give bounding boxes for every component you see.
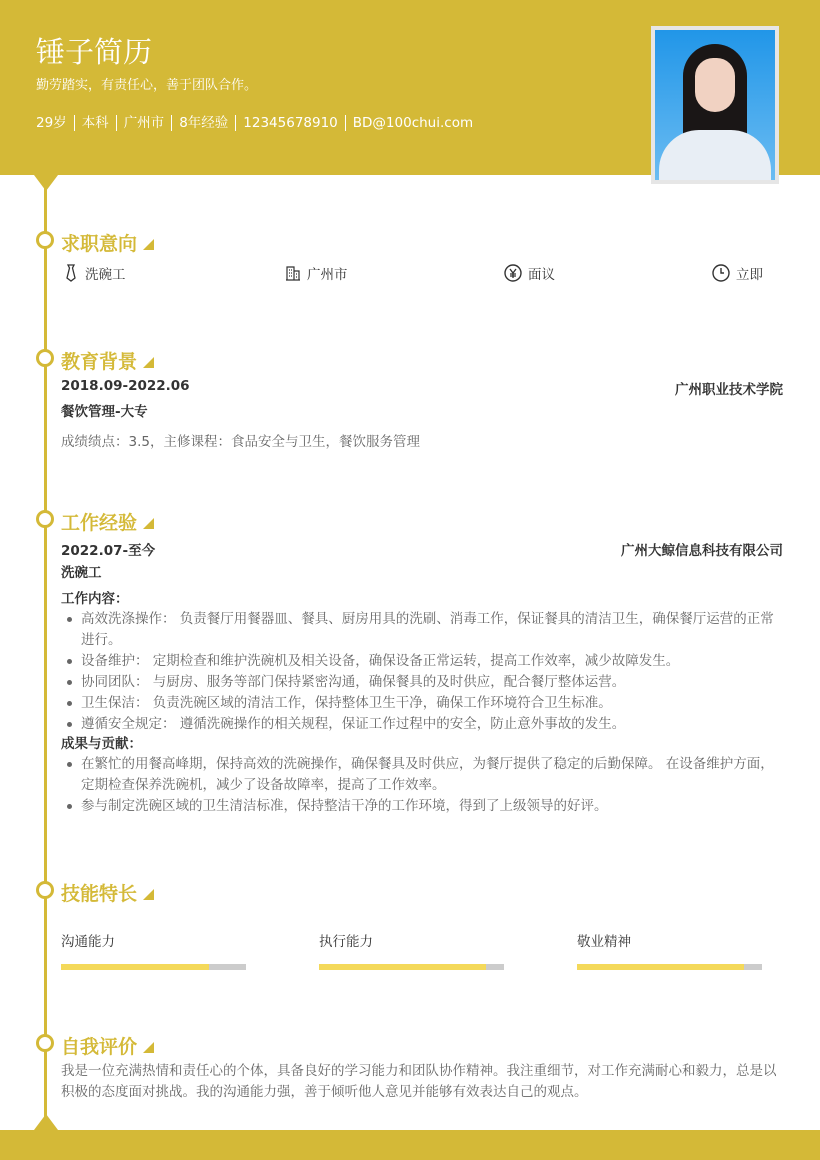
timeline-dot [36, 349, 54, 367]
building-icon [285, 265, 301, 281]
resume-name: 锤子简历 [36, 35, 153, 69]
skill-bar-fill [577, 964, 744, 970]
skill-item: 沟通能力 [61, 930, 246, 970]
list-item: 卫生保洁： 负责洗碗区域的清洁工作，保持整体卫生干净，确保工作环境符合卫生标准。 [61, 693, 783, 714]
profile-photo [651, 26, 779, 184]
list-item: 设备维护： 定期检查和维护洗碗机及相关设备，确保设备正常运转，提高工作效率，减少故障发生。 [61, 651, 783, 672]
work-content-list [61, 609, 783, 735]
skill-item: 执行能力 [319, 930, 504, 970]
intent-availability: 立即 [712, 263, 763, 283]
list-item: 参与制定洗碗区域的卫生清洁标准，保持整洁干净的工作环境，得到了上级领导的好评。 [61, 796, 783, 817]
info-city: 广州市 [116, 115, 172, 131]
skill-bar [319, 964, 504, 970]
work-company: 广州大鲸信息科技有限公司 [621, 543, 783, 559]
section-title-self: 自我评价 [61, 1032, 154, 1059]
intent-position: 洗碗工 [63, 263, 126, 283]
section-title-work: 工作经验 [61, 508, 154, 535]
intent-city: 广州市 [285, 263, 348, 283]
section-title-education: 教育背景 [61, 347, 154, 374]
section-title-intent: 求职意向 [61, 229, 154, 256]
skill-bar-fill [319, 964, 486, 970]
education-period: 2018.09-2022.06 [61, 378, 190, 394]
clock-icon [712, 264, 730, 282]
info-email: BD@100chui.com [345, 115, 480, 131]
info-phone: 12345678910 [235, 115, 344, 131]
work-achievements-label: 成果与贡献： [61, 736, 142, 752]
list-item: 遵循安全规定： 遵循洗碗操作的相关规程，保证工作过程中的安全，防止意外事故的发生。 [61, 714, 783, 735]
skill-bar [577, 964, 762, 970]
info-degree: 本科 [74, 115, 116, 131]
intent-salary: 面议 [504, 263, 555, 283]
info-age: 29岁 [36, 115, 67, 131]
timeline-line [44, 175, 47, 1130]
skill-item: 敬业精神 [577, 930, 762, 970]
list-item: 高效洗涤操作： 负责餐厅用餐器皿、餐具、厨房用具的洗刷、消毒工作，保证餐具的清洁卫生，确保餐厅运营的正常进行。 [61, 609, 783, 651]
yen-icon [504, 264, 522, 282]
timeline-bottom-arrow [34, 1114, 58, 1130]
section-title-skills: 技能特长 [61, 879, 154, 906]
skill-bar [61, 964, 246, 970]
timeline-dot [36, 510, 54, 528]
education-major: 餐饮管理-大专 [61, 404, 148, 420]
education-detail: 成绩绩点：3.5，主修课程：食品安全与卫生，餐饮服务管理 [61, 434, 420, 450]
motto: 勤劳踏实，有责任心，善于团队合作。 [36, 78, 258, 93]
info-experience: 8年经验 [171, 115, 235, 131]
timeline-top-arrow [34, 175, 58, 191]
work-achievements-list [61, 754, 783, 817]
work-content-label: 工作内容： [61, 591, 129, 607]
work-position: 洗碗工 [61, 565, 102, 581]
work-period: 2022.07-至今 [61, 543, 156, 559]
work-details [61, 590, 783, 817]
tie-icon [63, 264, 79, 282]
list-item: 协同团队： 与厨房、服务等部门保持紧密沟通，确保餐具的及时供应，配合餐厅整体运营。 [61, 672, 783, 693]
timeline-dot [36, 1034, 54, 1052]
self-evaluation-text: 我是一位充满热情和责任心的个体，具备良好的学习能力和团队协作精神。我注重细节，对工作充满耐心和毅力，总是以积极的态度面对挑战。我的沟通能力强，善于倾听他人意见并能够有效表达自己的观点。 [61, 1063, 777, 1100]
timeline-dot [36, 881, 54, 899]
education-school: 广州职业技术学院 [675, 382, 783, 398]
footer-band [0, 1130, 820, 1160]
basic-info [36, 115, 480, 131]
skill-bar-fill [61, 964, 209, 970]
list-item: 在繁忙的用餐高峰期，保持高效的洗碗操作，确保餐具及时供应，为餐厅提供了稳定的后勤保障。 在设备维护方面，定期检查保养洗碗机，减少了设备故障率，提高了工作效率。 [61, 754, 783, 796]
timeline-dot [36, 231, 54, 249]
